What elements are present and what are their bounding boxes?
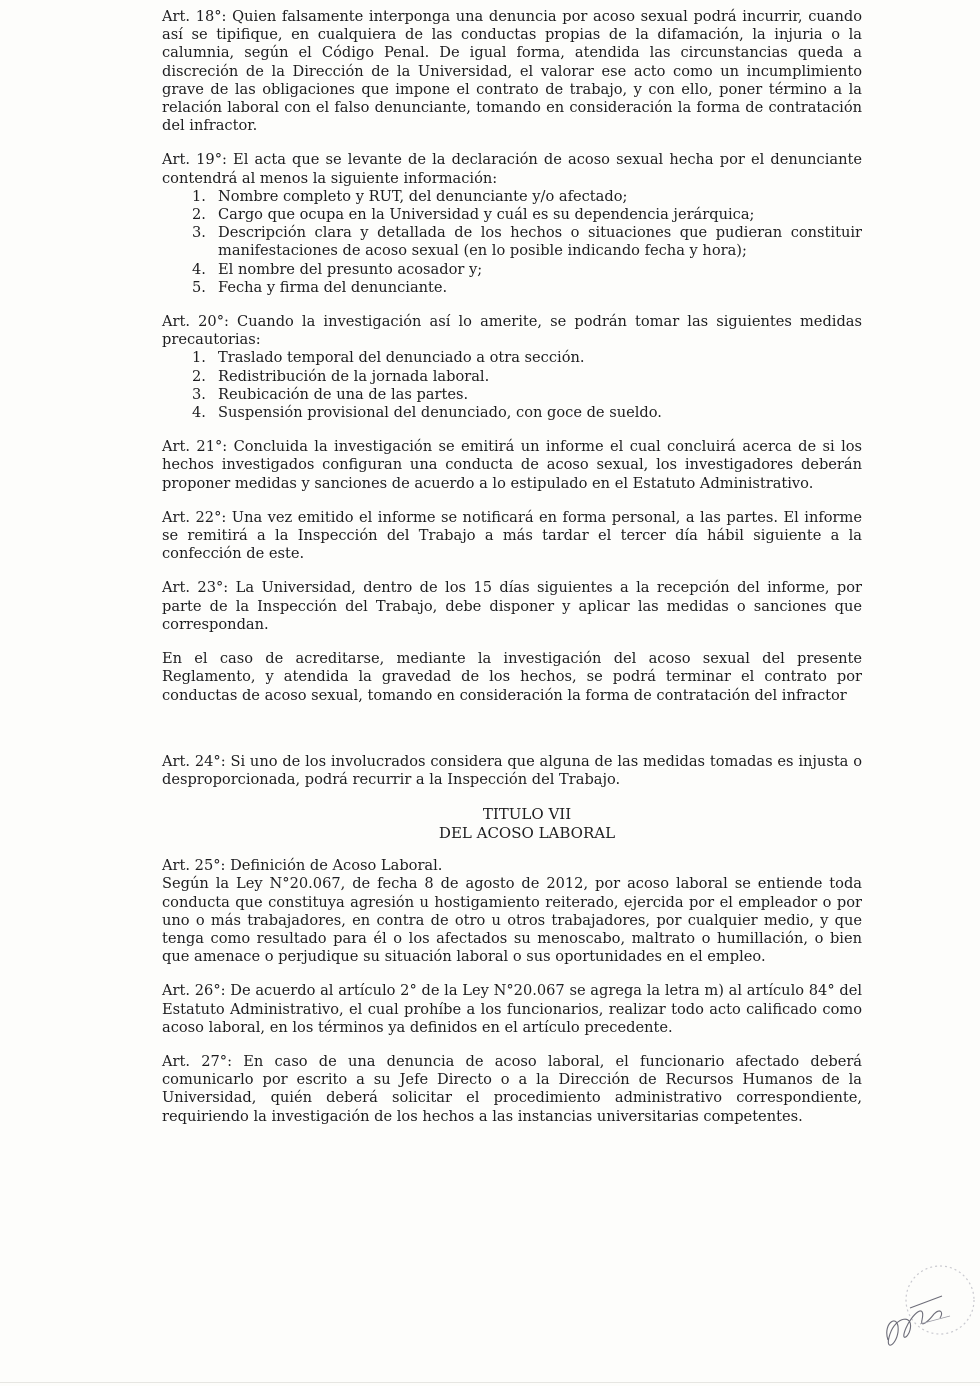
article-number: Art. 22°:: [162, 508, 227, 526]
article-number: Art. 23°:: [162, 579, 229, 597]
list-number: 3.: [192, 385, 206, 403]
list-item: [192, 224, 862, 260]
article-heading: Definición de Acoso Laboral.: [230, 857, 443, 875]
section-title: [162, 805, 862, 843]
list-item: [192, 279, 862, 297]
list-item: [192, 404, 862, 422]
list-number: 2.: [192, 367, 206, 385]
article-21: [162, 438, 862, 493]
list-item: [192, 206, 862, 224]
signature-stamp: [870, 1262, 978, 1362]
article-22: [162, 509, 862, 564]
article-text: En caso de una denuncia de acoso laboral, el funcionario afectado deberá comunicarlo por escrito a su Jefe Directo o a la Dirección de Recursos Humanos de la Universidad, quién deberá solicitar el procedimiento administrativo correspondiente, requiriendo la investigación de los hechos a las instancias universitarias competentes.: [162, 1052, 863, 1125]
paragraph-acreditarse: En el caso de acreditarse, mediante la investigación del acoso sexual del presente Reglamento, y atendida la gravedad de los hechos, se podrá terminar el contrato por conductas de acoso sexual, tomando en consideración la forma de contratación del infractor: [162, 650, 862, 704]
article-number: Art. 27°:: [162, 1052, 232, 1070]
article-text: La Universidad, dentro de los 15 días siguientes a la recepción del informe, por parte de la Inspección del Trabajo, debe disponer y aplicar las medidas o sanciones que correspondan.: [162, 579, 863, 633]
document-page: [162, 8, 862, 1142]
article-26: [162, 982, 862, 1037]
article-number: Art. 24°:: [162, 752, 226, 770]
article-23: [162, 579, 862, 634]
article-text: Según la Ley N°20.067, de fecha 8 de agosto de 2012, por acoso laboral se entiende toda conducta que constituya agresión u hostigamiento reiterado, ejercida por el empleador o por uno o más trabajadores, en contra de otro u otros trabajadores, por cualquier medio, y que tenga como resultado para él o los afectados su menoscabo, maltrato o humillación, o bien que amenace o perjudique su situación laboral o sus oportunidades en el empleo.: [162, 875, 862, 966]
title-line-1: TITULO VII: [482, 805, 572, 824]
article-19-list: [162, 188, 862, 297]
list-text: Redistribución de la jornada laboral.: [218, 367, 490, 385]
spacer: [162, 721, 862, 753]
article-20-list: [162, 349, 862, 422]
list-text: Nombre completo y RUT, del denunciante y/o afectado;: [218, 187, 628, 205]
article-27: [162, 1053, 862, 1126]
list-item: [192, 261, 862, 279]
list-text: Fecha y firma del denunciante.: [218, 278, 448, 296]
list-text: El nombre del presunto acosador y;: [218, 260, 483, 278]
list-number: 5.: [192, 278, 206, 296]
list-text: Descripción clara y detallada de los hechos o situaciones que pudieran constituir manifestaciones de acoso sexual (en lo posible indicando fecha y hora);: [218, 224, 862, 260]
article-25: [162, 857, 862, 966]
article-24: [162, 753, 862, 789]
list-number: 4.: [192, 260, 206, 278]
article-20: [162, 313, 862, 422]
article-number: Art. 20°:: [162, 313, 229, 331]
title-line-2: DEL ACOSO LABORAL: [438, 824, 616, 843]
article-number: Art. 25°:: [162, 857, 226, 875]
article-text: Quien falsamente interponga una denuncia por acoso sexual podrá incurrir, cuando así se tipifique, en cualquiera de las conductas propias de la difamación, la injuria o la calumnia, según el Código Penal. De igual forma, atendida las circunstancias queda a discreción de la Dirección de la Universidad, el valorar ese acto como un incumplimiento grave de las obligaciones que impone el contrato de trabajo, y con ello, poner término a la relación laboral con el falso denunciante, tomando en consideración la forma de contratación del infractor.: [162, 8, 863, 135]
list-item: [192, 368, 862, 386]
article-text: Cuando la investigación así lo amerite, se podrán tomar las siguientes medidas precautorias:: [162, 313, 862, 349]
article-text: El acta que se levante de la declaración de acoso sexual hecha por el denunciante contendrá al menos la siguiente información:: [162, 151, 862, 187]
list-text: Traslado temporal del denunciado a otra sección.: [218, 349, 585, 367]
article-text: Concluida la investigación se emitirá un informe el cual concluirá acerca de si los hechos investigados configuran una conducta de acoso sexual, los investigadores deberán proponer medidas y sanciones de acuerdo a lo estipulado en el Estatuto Administrativo.: [162, 438, 863, 492]
list-item: [192, 349, 862, 367]
article-text: Una vez emitido el informe se notificará en forma personal, a las partes. El informe se remitirá a la Inspección del Trabajo a más tardar el tercer día hábil siguiente a la confección de este.: [162, 508, 862, 563]
list-item: [192, 188, 862, 206]
list-text: Suspensión provisional del denunciado, con goce de sueldo.: [218, 404, 662, 422]
list-number: 4.: [192, 404, 206, 422]
article-number: Art. 26°:: [162, 982, 226, 1000]
list-item: [192, 386, 862, 404]
article-18: [162, 8, 862, 135]
article-19: [162, 151, 862, 297]
article-number: Art. 21°:: [162, 438, 228, 456]
list-text: Cargo que ocupa en la Universidad y cuál es su dependencia jerárquica;: [218, 206, 755, 224]
list-number: 2.: [192, 206, 206, 224]
article-text: Si uno de los involucrados considera que alguna de las medidas tomadas es injusta o desproporcionada, podrá recurrir a la Inspección del Trabajo.: [162, 752, 862, 788]
article-number: Art. 19°:: [162, 151, 227, 169]
list-number: 1.: [192, 349, 206, 367]
page-edge-line: [0, 1382, 980, 1383]
list-text: Reubicación de una de las partes.: [218, 385, 469, 403]
list-number: 1.: [192, 187, 206, 205]
article-number: Art. 18°:: [162, 8, 227, 25]
article-text: De acuerdo al artículo 2° de la Ley N°20.067 se agrega la letra m) al artículo 84° del Estatuto Administrativo, el cual prohíbe a los funcionarios, realizar todo acto calificado como acoso laboral, en los términos ya definidos en el artículo precedente.: [162, 982, 862, 1036]
list-number: 3.: [192, 224, 206, 242]
